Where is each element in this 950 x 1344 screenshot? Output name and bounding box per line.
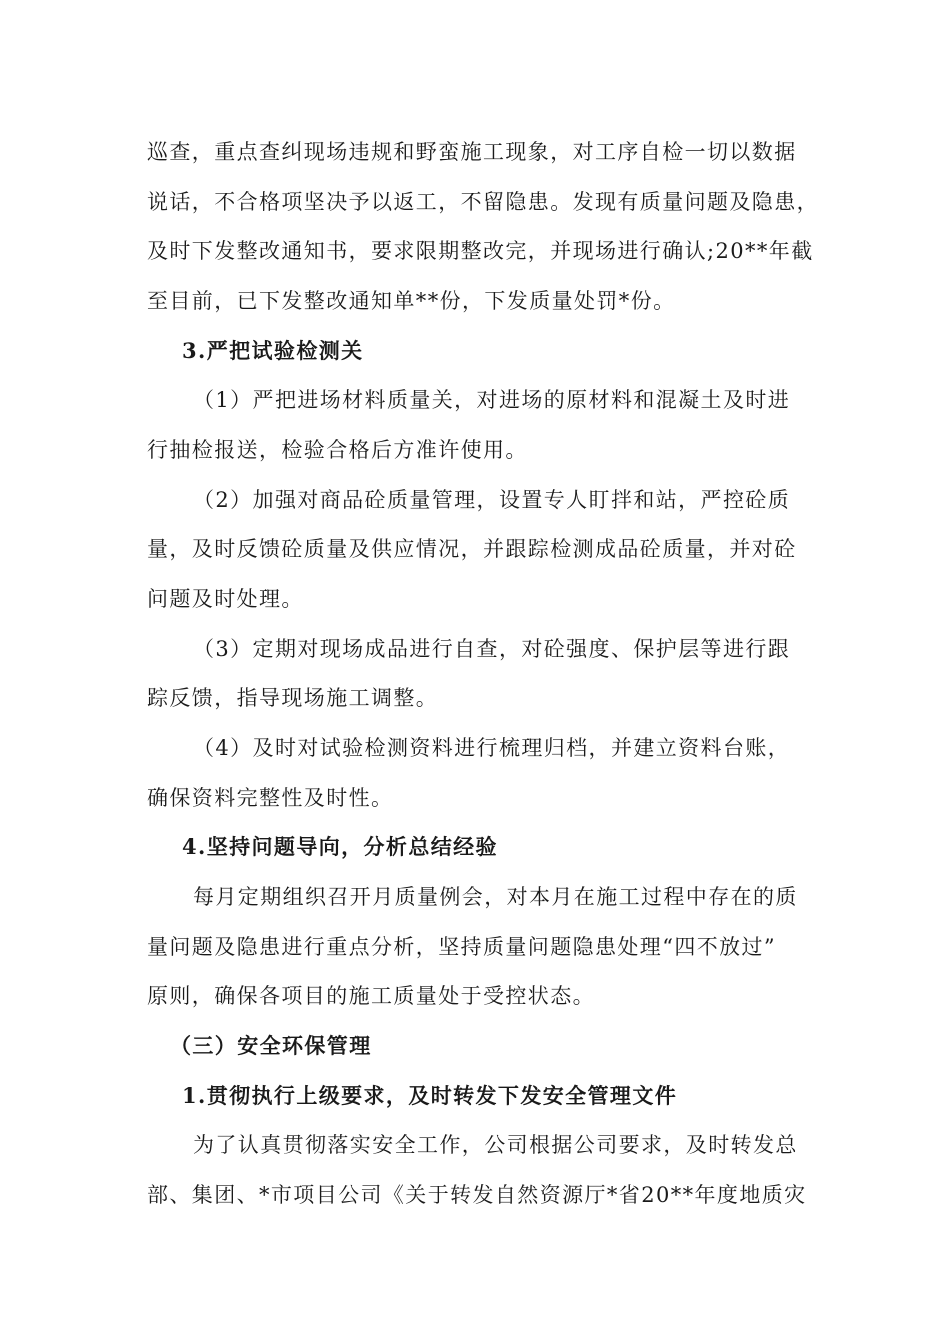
body-line: 至目前，已下发整改通知单**份，下发质量处罚*份。 — [147, 289, 676, 313]
body-line: （4）及时对试验检测资料进行梳理归档，并建立资料台账， — [193, 736, 791, 760]
body-line: 原则，确保各项目的施工质量处于受控状态。 — [147, 984, 595, 1008]
body-line: 说话，不合格项坚决予以返工，不留隐患。发现有质量问题及隐患， — [147, 190, 819, 214]
section-heading: 4.坚持问题导向，分析总结经验 — [182, 834, 498, 859]
body-line: 每月定期组织召开月质量例会，对本月在施工过程中存在的质 — [193, 885, 798, 909]
body-line: 行抽检报送，检验合格后方准许使用。 — [147, 438, 528, 462]
body-line: （3）定期对现场成品进行自查，对砼强度、保护层等进行跟 — [193, 637, 791, 661]
body-line: 为了认真贯彻落实安全工作，公司根据公司要求，及时转发总 — [193, 1133, 798, 1157]
body-line: （1）严把进场材料质量关，对进场的原材料和混凝土及时进 — [193, 388, 791, 412]
body-line: 问题及时处理。 — [147, 587, 304, 611]
body-line: 部、集团、*市项目公司《关于转发自然资源厅*省20**年度地质灾 — [147, 1183, 807, 1207]
body-line: 量问题及隐患进行重点分析，坚持质量问题隐患处理“四不放过” — [147, 935, 777, 959]
section-heading: 1.贯彻执行上级要求，及时转发下发安全管理文件 — [182, 1083, 678, 1108]
body-line: 确保资料完整性及时性。 — [147, 786, 394, 810]
body-line: 量，及时反馈砼质量及供应情况，并跟踪检测成品砼质量，并对砼 — [147, 537, 797, 561]
section-heading: 3.严把试验检测关 — [182, 338, 364, 363]
body-line: 及时下发整改通知书，要求限期整改完，并现场进行确认;20**年截 — [147, 239, 814, 263]
body-line: 巡查，重点查纠现场违规和野蛮施工现象，对工序自检一切以数据 — [147, 140, 797, 164]
section-heading: （三）安全环保管理 — [170, 1033, 372, 1058]
body-line: 踪反馈，指导现场施工调整。 — [147, 686, 439, 710]
body-line: （2）加强对商品砼质量管理，设置专人盯拌和站，严控砼质 — [193, 488, 791, 512]
